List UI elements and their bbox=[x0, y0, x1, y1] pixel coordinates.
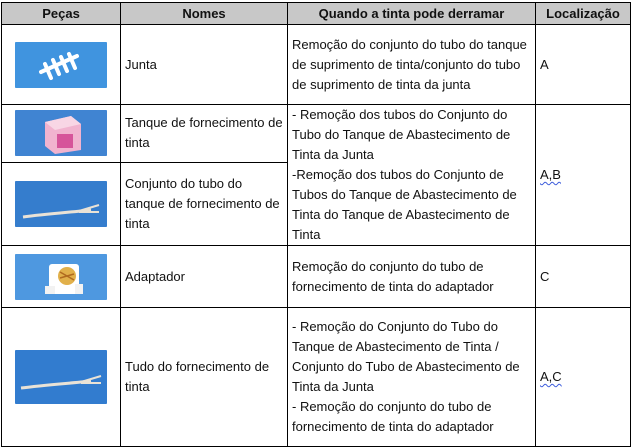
location-code: C bbox=[536, 246, 631, 308]
part-name: Adaptador bbox=[121, 246, 288, 308]
spill-condition: - Remoção do Conjunto do Tubo do Tanque de Abastecimento de Tinta / Conjunto do Tubo de Abastecimento de Tinta da Junta - Remoção do conjunto do tubo de fornecimento de tinta do adaptador bbox=[288, 308, 536, 447]
tube-assembly-icon bbox=[15, 181, 107, 227]
part-name: Junta bbox=[121, 25, 288, 105]
part-name: Conjunto do tubo do tanque de fornecimento de tinta bbox=[121, 162, 288, 245]
table-row bbox=[2, 105, 631, 163]
location-code-text: A,B bbox=[540, 167, 561, 182]
part-name: Tudo do fornecimento de tinta bbox=[121, 308, 288, 447]
location-code-text: A,C bbox=[540, 369, 562, 384]
ink-parts-table bbox=[1, 2, 631, 447]
ink-tank-icon bbox=[15, 110, 107, 156]
part-image-cell bbox=[2, 246, 121, 308]
ink-tube-icon bbox=[15, 350, 107, 404]
spill-condition: Remoção do conjunto do tubo do tanque de suprimento de tinta/conjunto do tubo de suprimento de tinta da junta bbox=[288, 25, 536, 105]
adapter-icon bbox=[15, 254, 107, 300]
header-row bbox=[2, 3, 631, 25]
table-row bbox=[2, 25, 631, 105]
spill-condition: - Remoção dos tubos do Conjunto do Tubo do Tanque de Abastecimento de Tinta da Junta -Remoção dos tubos do Conjunto de Tubos do Tanque de Abastecimento de Tinta do Tanque de Abastecimento de Tinta bbox=[288, 105, 536, 246]
joint-icon bbox=[15, 42, 107, 88]
location-code bbox=[536, 105, 631, 246]
header-when: Quando a tinta pode derramar bbox=[288, 3, 536, 25]
location-code: A bbox=[536, 25, 631, 105]
part-image-cell bbox=[2, 162, 121, 245]
header-names: Nomes bbox=[121, 3, 288, 25]
location-code bbox=[536, 308, 631, 447]
part-image-cell bbox=[2, 308, 121, 447]
part-image-cell bbox=[2, 25, 121, 105]
header-parts: Peças bbox=[2, 3, 121, 25]
part-image-cell bbox=[2, 105, 121, 163]
table-row bbox=[2, 246, 631, 308]
table-row bbox=[2, 308, 631, 447]
spill-condition: Remoção do conjunto do tubo de fornecimento de tinta do adaptador bbox=[288, 246, 536, 308]
header-location: Localização bbox=[536, 3, 631, 25]
part-name: Tanque de fornecimento de tinta bbox=[121, 105, 288, 163]
